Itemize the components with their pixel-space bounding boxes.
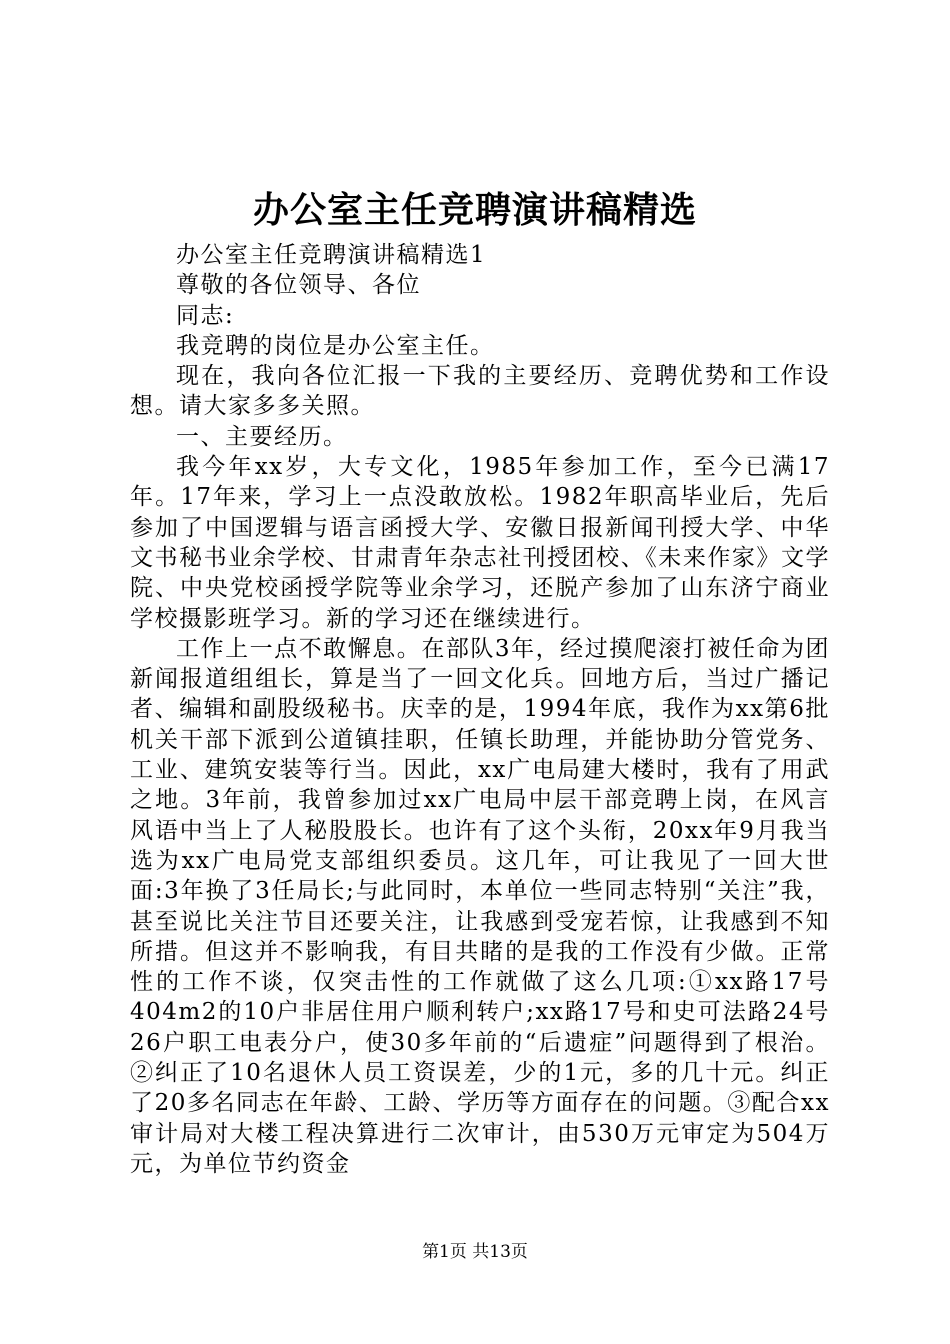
paragraph: 一、主要经历。 [176, 423, 348, 450]
paragraph: 现在，我向各位汇报一下我的主要经历、竞聘优势和工作设想。请大家多多关照。 [130, 363, 830, 420]
paragraph: 办公室主任竞聘演讲稿精选1 [176, 242, 487, 268]
page-number: 第1页 共13页 [422, 1242, 528, 1262]
paragraph: 尊敬的各位领导、各位 [176, 272, 421, 299]
document-body [130, 240, 830, 1179]
paragraph: 我今年xx岁，大专文化，1985年参加工作，至今已满17年。17年来，学习上一点没敢放松。1982年职高毕业后，先后参加了中国逻辑与语言函授大学、安徽日报新闻刊授大学、中华文书秘书业余学校、甘肃青年杂志社刊授团校、《未来作家》文学院、中央党校函授学院等业余学习，还脱产参加了山东济宁商业学校摄影班学习。新的学习还在继续进行。 [130, 454, 830, 632]
paragraph: 工作上一点不敢懈息。在部队3年，经过摸爬滚打被任命为团新闻报道组组长，算是当了一回文化兵。回地方后，当过广播记者、编辑和副股级秘书。庆幸的是，1994年底，我作为xx第6批机关干部下派到公道镇挂职，任镇长助理，并能协助分管党务、工业、建筑安装等行当。因此，xx广电局建大楼时，我有了用武之地。3年前，我曾参加过xx广电局中层干部竞聘上岗，在风言风语中当上了人秘股股长。也许有了这个头衔，20xx年9月我当选为xx广电局党支部组织委员。这几年，可让我见了一回大世面:3年换了3任局长;与此同时，本单位一些同志特别“关注”我，甚至说比关注节目还要关注，让我感到受宠若惊，让我感到不知所措。但这并不影响我，有目共睹的是我的工作没有少做。正常性的工作不谈，仅突击性的工作就做了这么几项:①xx路17号404m2的10户非居住用户顺利转户;xx路17号和史可法路24号26户职工电表分户，使30多年前的“后遗症”问题得到了根治。②纠正了10名退休人员工资误差，少的1元，多的几十元。纠正了20多名同志在年龄、工龄、学历等方面存在的问题。③配合xx审计局对大楼工程决算进行二次审计，由530万元审定为504万元，为单位节约资金 [130, 635, 830, 1177]
document-title: 办公室主任竞聘演讲稿精选 [252, 189, 697, 231]
paragraph: 我竞聘的岗位是办公室主任。 [176, 332, 495, 359]
paragraph: 同志: [176, 302, 235, 329]
